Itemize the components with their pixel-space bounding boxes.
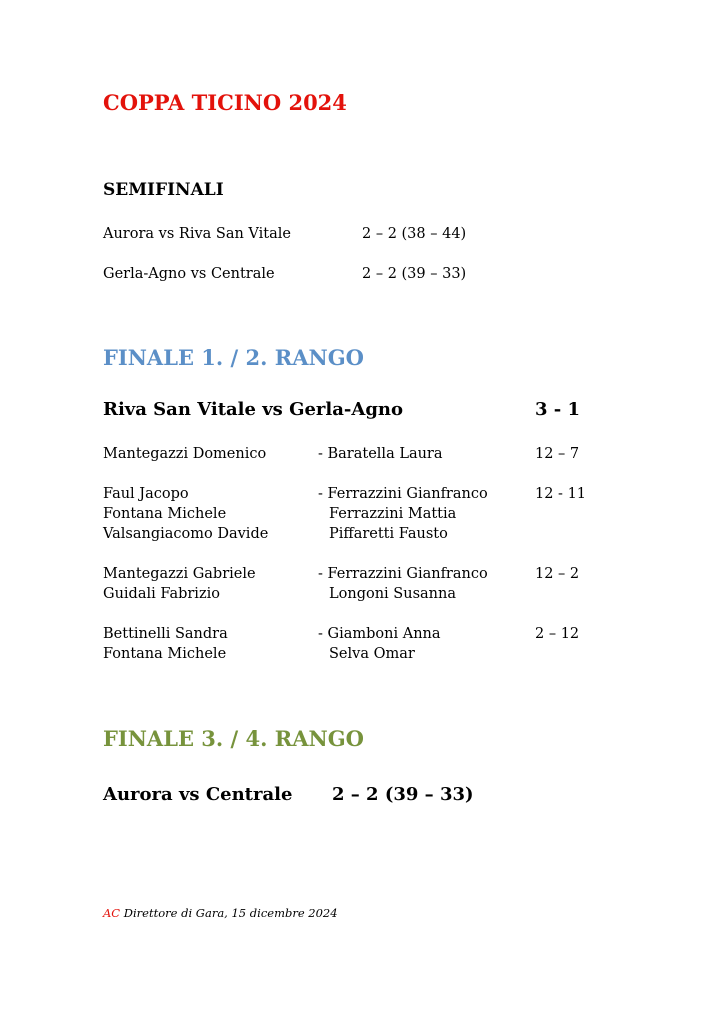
game-3-score: 12 – 2 bbox=[535, 566, 580, 582]
player-name: Faul Jacopo bbox=[103, 486, 189, 502]
final-1-2-matchup: Riva San Vitale vs Gerla-Agno bbox=[103, 399, 404, 420]
player-name: Ferrazzini Mattia bbox=[329, 506, 457, 522]
semifinal-2-result: 2 – 2 (39 – 33) bbox=[362, 266, 467, 282]
semifinal-1-result: 2 – 2 (38 – 44) bbox=[362, 226, 467, 242]
game-1-away bbox=[318, 444, 443, 464]
game-1-home bbox=[103, 444, 266, 464]
game-4-score: 2 – 12 bbox=[535, 626, 580, 642]
game-4-home bbox=[103, 624, 228, 664]
final-3-4-result: 2 – 2 (39 – 33) bbox=[332, 784, 474, 805]
player-name: Fontana Michele bbox=[103, 506, 227, 522]
player-name: Guidali Fabrizio bbox=[103, 586, 220, 602]
player-name: - Ferrazzini Gianfranco bbox=[318, 486, 488, 502]
footer-text: Direttore di Gara, 15 dicembre 2024 bbox=[123, 906, 338, 920]
game-2-home bbox=[103, 484, 268, 544]
semifinal-2-teams: Gerla-Agno vs Centrale bbox=[103, 266, 275, 282]
game-2-away bbox=[318, 484, 488, 544]
semifinal-1-teams: Aurora vs Riva San Vitale bbox=[103, 226, 291, 242]
player-name: Mantegazzi Gabriele bbox=[103, 566, 256, 582]
final-1-2-score: 3 - 1 bbox=[535, 399, 581, 420]
game-4-away bbox=[318, 624, 441, 664]
final-3-4-heading: FINALE 3. / 4. RANGO bbox=[103, 726, 364, 751]
player-name: Fontana Michele bbox=[103, 646, 227, 662]
final-3-4-matchup: Aurora vs Centrale bbox=[103, 784, 293, 805]
player-name: - Ferrazzini Gianfranco bbox=[318, 566, 488, 582]
player-name: Longoni Susanna bbox=[329, 586, 456, 602]
final-1-2-heading: FINALE 1. / 2. RANGO bbox=[103, 345, 364, 370]
semifinals-heading: SEMIFINALI bbox=[103, 180, 224, 200]
player-name: - Giamboni Anna bbox=[318, 626, 441, 642]
player-name: Selva Omar bbox=[329, 646, 415, 662]
footer-initials: AC bbox=[103, 906, 121, 920]
footer-signature bbox=[103, 906, 338, 920]
page-title: COPPA TICINO 2024 bbox=[103, 90, 347, 115]
player-name: Piffaretti Fausto bbox=[329, 526, 448, 542]
player-name: - Baratella Laura bbox=[318, 446, 443, 462]
player-name: Valsangiacomo Davide bbox=[103, 526, 269, 542]
game-3-home bbox=[103, 564, 256, 604]
game-1-score: 12 – 7 bbox=[535, 446, 580, 462]
player-name: Mantegazzi Domenico bbox=[103, 446, 267, 462]
game-3-away bbox=[318, 564, 488, 604]
game-2-score: 12 - 11 bbox=[535, 486, 587, 502]
player-name: Bettinelli Sandra bbox=[103, 626, 228, 642]
